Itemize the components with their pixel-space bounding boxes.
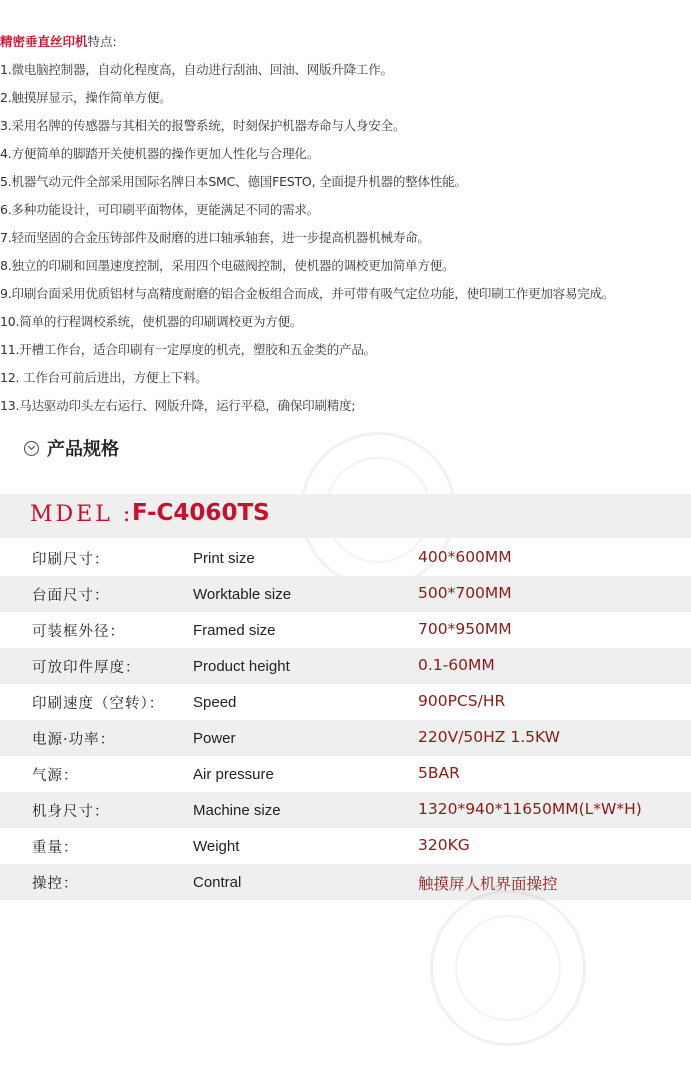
model-value: F-C4060TS: [132, 500, 270, 526]
spec-label-cn: 可放印件厚度：: [32, 660, 141, 676]
feature-item: 10.简单的行程调校系统，使机器的印刷调校更为方便。: [0, 314, 303, 329]
feature-item: 5.机器气动元件全部采用国际名牌日本SMC、德国FESTO, 全面提升机器的整体性能。: [0, 174, 467, 189]
feature-item: 9.印刷台面采用优质铝材与高精度耐磨的铝合金板组合而成，并可带有吸气定位功能，使印刷工作更加容易完成。: [0, 286, 615, 301]
spec-row: [0, 828, 691, 864]
spec-row: [0, 576, 691, 612]
spec-label-cn: 操控：: [32, 876, 79, 892]
spec-label-cn: 气源：: [32, 768, 79, 784]
spec-row: [0, 720, 691, 756]
spec-row: [0, 864, 691, 900]
spec-row: [0, 612, 691, 648]
spec-value: 0.1-60MM: [418, 656, 495, 674]
spec-heading: [24, 432, 119, 468]
spec-label-cn: 印刷尺寸：: [32, 552, 110, 568]
spec-label-cn: 印刷速度（空转）：: [32, 696, 165, 712]
feature-item: 11.开槽工作台，适合印刷有一定厚度的机壳，塑胶和五金类的产品。: [0, 342, 376, 357]
spec-label-en: Machine size: [193, 802, 281, 819]
spec-row: [0, 756, 691, 792]
features-heading-highlight: 精密垂直丝印机: [0, 34, 88, 49]
features-section: [0, 28, 691, 420]
model-label: MDEL :: [30, 502, 134, 527]
model-bar: [0, 494, 691, 538]
spec-label-cn: 电源·功率：: [32, 732, 116, 748]
spec-value: 5BAR: [418, 764, 460, 782]
feature-item: 13.马达驱动印头左右运行、网版升降，运行平稳，确保印刷精度;: [0, 398, 356, 413]
feature-item: 1.微电脑控制器，自动化程度高，自动进行刮油、回油、网版升降工作。: [0, 62, 393, 77]
spec-label-en: Air pressure: [193, 766, 274, 783]
spec-value: 700*950MM: [418, 620, 512, 638]
spec-value: 400*600MM: [418, 548, 512, 566]
spec-heading-text: 产品规格: [47, 439, 119, 460]
spec-label-en: Speed: [193, 694, 237, 711]
features-heading-rest: 特点:: [87, 34, 117, 49]
spec-label-cn: 可装框外径：: [32, 624, 125, 640]
watermark-inner-ring: [439, 899, 577, 1037]
feature-item: 2.触摸屏显示，操作简单方便。: [0, 90, 172, 105]
spec-label-cn: 台面尺寸：: [32, 588, 110, 604]
feature-item: 8.独立的印刷和回墨速度控制，采用四个电磁阀控制，使机器的调校更加简单方便。: [0, 258, 455, 273]
spec-value: 500*700MM: [418, 584, 512, 602]
spec-row: [0, 792, 691, 828]
spec-label-en: Print size: [193, 550, 255, 567]
feature-item: 6.多种功能设计，可印刷平面物体，更能满足不同的需求。: [0, 202, 320, 217]
spec-value: 220V/50HZ 1.5KW: [418, 728, 560, 746]
spec-label-en: Worktable size: [193, 586, 292, 603]
spec-value: 900PCS/HR: [418, 692, 506, 710]
spec-table: [0, 540, 691, 900]
circle-chevron-down-icon: [24, 441, 39, 456]
feature-item: 7.轻而坚固的合金压铸部件及耐磨的进口轴承轴套，进一步提高机器机械寿命。: [0, 230, 430, 245]
features-heading: [0, 28, 691, 56]
spec-row: [0, 684, 691, 720]
spec-value: 触摸屏人机界面操控: [418, 875, 558, 893]
spec-label-en: Contral: [193, 874, 242, 891]
spec-label-cn: 重量：: [32, 840, 79, 856]
spec-value: 320KG: [418, 836, 470, 854]
spec-value: 1320*940*11650MM(L*W*H): [418, 800, 642, 818]
spec-label-en: Weight: [193, 838, 240, 855]
feature-item: 12. 工作台可前后进出，方便上下料。: [0, 370, 208, 385]
spec-label-cn: 机身尺寸：: [32, 804, 110, 820]
spec-row: [0, 540, 691, 576]
feature-item: 3.采用名牌的传感器与其相关的报警系统，时刻保护机器寿命与人身安全。: [0, 118, 406, 133]
spec-label-en: Power: [193, 730, 236, 747]
spec-label-en: Product height: [193, 658, 290, 675]
spec-row: [0, 648, 691, 684]
feature-item: 4.方便简单的脚踏开关使机器的操作更加人性化与合理化。: [0, 146, 320, 161]
spec-label-en: Framed size: [193, 622, 276, 639]
